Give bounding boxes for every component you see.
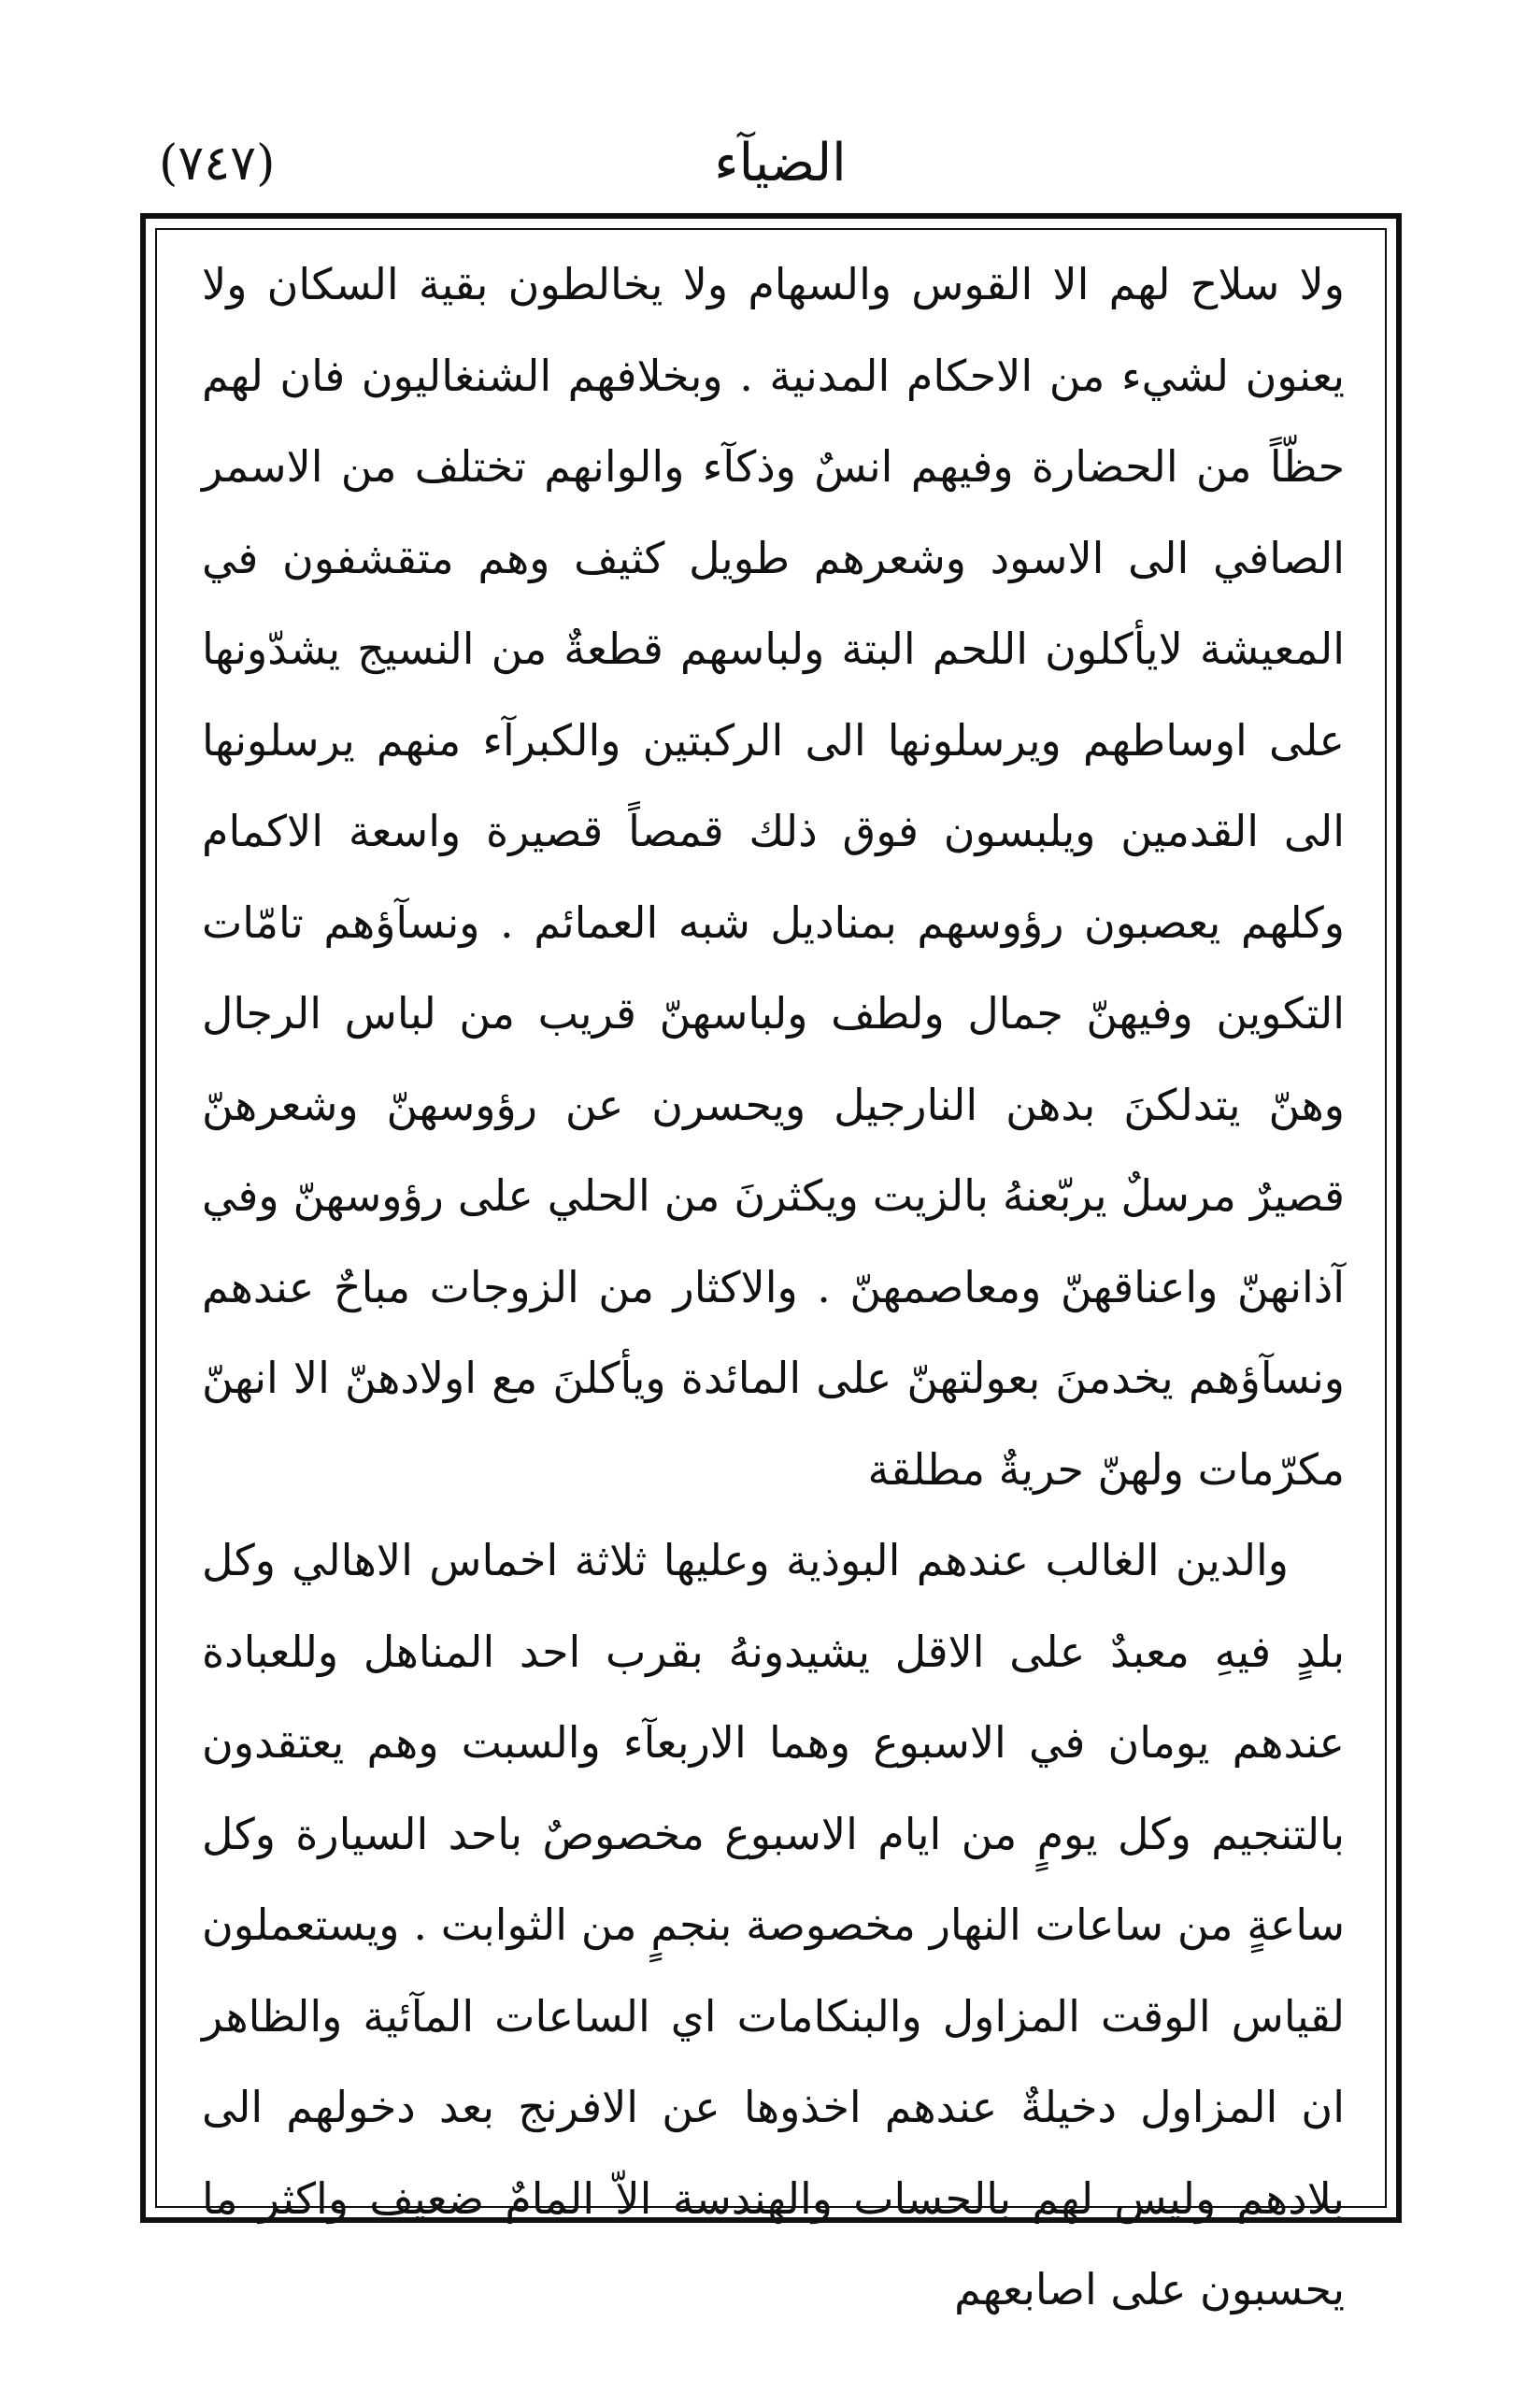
page-number: (٧٤٧) bbox=[159, 136, 276, 192]
text-frame bbox=[140, 213, 1402, 2314]
page-header bbox=[159, 122, 1402, 206]
paragraph: ولا سلاح لهم الا القوس والسهام ولا يخالطون بقية السكان ولا يعنون لشيء من الاحكام المدنية . وبخلافهم الشنغاليون فان لهم حظّاً من الحضارة وفيهم انسٌ وذكآء والوانهم تختلف من الاسمر الصافي الى الاسود وشعرهم طويل كثيف وهم متقشفون في المعيشة لايأكلون اللحم البتة ولباسهم قطعةٌ من النسيج يشدّونها على اوساطهم ويرسلونها الى الركبتين والكبرآء منهم يرسلونها الى القدمين ويلبسون فوق ذلك قمصاً قصيرة واسعة الاكمام وكلهم يعصبون رؤوسهم بمناديل شبه العمائم . ونسآؤهم تامّات التكوين وفيهنّ جمال ولطف ولباسهنّ قريب من لباس الرجال وهنّ يتدلكنَ بدهن النارجيل ويحسرن عن رؤوسهنّ وشعرهنّ قصيرٌ مرسلٌ يربّعنهُ بالزيت ويكثرنَ من الحلي على رؤوسهنّ وفي آذانهنّ واعناقهنّ ومعاصمهنّ . والاكثار من الزوجات مباحٌ عندهم ونسآؤهم يخدمنَ بعولتهنّ على المائدة ويأكلنَ مع اولادهنّ الا انهنّ مكرّمات ولهنّ حريةٌ مطلقة bbox=[202, 259, 1345, 1495]
body-text bbox=[202, 239, 1345, 2336]
running-title: الضيآء bbox=[714, 133, 847, 193]
paragraph: والدين الغالب عندهم البوذية وعليها ثلاثة اخماس الاهالي وكل بلدٍ فيهِ معبدٌ على الاقل يشيدونهُ بقرب احد المناهل وللعبادة عندهم يومان في الاسبوع وهما الاربعآء والسبت وهم يعتقدون بالتنجيم وكل يومٍ من ايام الاسبوع مخصوصٌ باحد السيارة وكل ساعةٍ من ساعات النهار مخصوصة بنجمٍ من الثوابت . ويستعملون لقياس الوقت المزاول والبنكامات اي الساعات المآئية والظاهر ان المزاول دخيلةٌ عندهم اخذوها عن الافرنج بعد دخولهم الى بلادهم وليس لهم بالحساب والهندسة الاّ المامٌ ضعيف واكثر ما يحسبون على اصابعهم bbox=[202, 1535, 1345, 2314]
